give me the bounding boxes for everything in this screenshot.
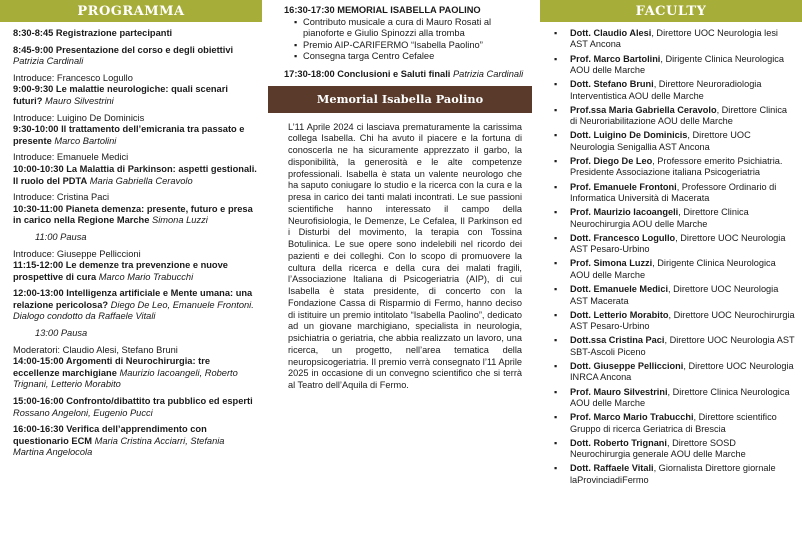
faculty-member bbox=[554, 361, 796, 384]
programma-list bbox=[0, 22, 258, 459]
program-title: 10:30-11:00 Pianeta demenza: presente, futuro e presa in carico nella Regione Marche bbox=[13, 203, 253, 226]
closing-session bbox=[284, 69, 532, 81]
program-introducer: Introduce: Giuseppe Pelliccioni bbox=[13, 248, 141, 259]
memorial-session-item: ▪ Contributo musicale a cura di Mauro Rosati al pianoforte e Giulio Spinozzi alla tromba bbox=[294, 17, 532, 40]
program-speakers: Marco Mario Trabucchi bbox=[98, 271, 194, 282]
faculty-role: , Direttore Clinica Neurologica AOU delle Marche bbox=[570, 386, 790, 408]
program-introducer: Introduce: Cristina Paci bbox=[13, 192, 110, 203]
program-title: 9:30-10:00 Il trattamento dell’emicrania tra passato e presente bbox=[13, 124, 245, 146]
faculty-name: Dott. Claudio Alesi bbox=[570, 28, 652, 38]
memorial-column bbox=[268, 0, 532, 544]
faculty-name: Dott. Francesco Logullo bbox=[570, 232, 676, 243]
faculty-name: Prof. Marco Bartolini bbox=[570, 53, 661, 64]
pause-item: 11:00 Pausa bbox=[35, 231, 87, 242]
pause-item: 13:00 Pausa bbox=[35, 328, 88, 339]
faculty-role: , Direttore UOC Neurologia lesi AST Ancona bbox=[570, 28, 778, 50]
faculty-member bbox=[554, 28, 796, 51]
faculty-name: Prof.ssa Maria Gabriella Ceravolo bbox=[570, 104, 717, 115]
program-introducer: Introduce: Francesco Logullo bbox=[13, 72, 133, 83]
program-title: 8:45-9:00 Presentazione del corso e degli obiettivi bbox=[13, 44, 234, 55]
faculty-role: , Direttore UOC Neurologia AST Pesaro-Urbino bbox=[570, 232, 786, 255]
faculty-role: , Dirigente Clinica Neurologica AOU delle Marche bbox=[570, 53, 784, 76]
faculty-role: , Direttore SOSD Neurochirurgia generale AOU delle Marche bbox=[570, 437, 746, 460]
memorial-banner: Memorial Isabella Paolino bbox=[268, 86, 532, 113]
program-item bbox=[13, 424, 258, 459]
faculty-role: , Direttore Neuroradiologia Interventistica AOU delle Marche bbox=[570, 79, 762, 101]
faculty-banner: FACULTY bbox=[540, 0, 802, 22]
faculty-member bbox=[554, 310, 796, 333]
memorial-session-title: 16:30-17:30 MEMORIAL ISABELLA PAOLINO bbox=[284, 5, 481, 15]
program-speakers: Marco Bartolini bbox=[54, 135, 117, 146]
faculty-name: Prof. Maurizio Iacoangeli bbox=[570, 207, 679, 218]
faculty-name: Prof. Simona Luzzi bbox=[570, 258, 653, 269]
faculty-member bbox=[554, 335, 796, 358]
programma-banner: PROGRAMMA bbox=[0, 0, 262, 22]
faculty-name: Dott. Giuseppe Pelliccioni bbox=[570, 360, 684, 371]
faculty-member bbox=[554, 233, 796, 256]
faculty-name: Dott. Luigino De Dominicis bbox=[570, 130, 688, 141]
faculty-member bbox=[554, 284, 796, 307]
program-speakers: Simona Luzzi bbox=[152, 215, 208, 226]
program-title: 15:00-16:00 Confronto/dibattito tra pubblico ed esperti bbox=[13, 396, 253, 407]
faculty-member bbox=[554, 182, 796, 205]
faculty-member bbox=[554, 412, 796, 435]
faculty-name: Prof. Emanuele Frontoni bbox=[570, 181, 677, 192]
program-title: 12:00-13:00 Intelligenza artificiale e Mente umana: una relazione pericolosa? bbox=[13, 288, 253, 310]
faculty-name: Dott. Stefano Bruni bbox=[570, 79, 654, 90]
program-introducer: Moderatori: Claudio Alesi, Stefano Bruni bbox=[13, 344, 178, 355]
faculty-name: Dott. Letterio Morabito bbox=[570, 309, 669, 320]
program-item bbox=[13, 45, 258, 68]
faculty-role: , Direttore UOC Neurologia AST SBT-Ascoli Piceno bbox=[570, 335, 795, 357]
memorial-session-item: ▪ Consegna targa Centro Cefalee bbox=[294, 51, 532, 63]
program-item bbox=[13, 113, 258, 148]
program-title: 16:00-16:30 Verifica dell’apprendimento con questionario ECM bbox=[13, 424, 207, 446]
faculty-name: Prof. Marco Mario Trabucchi bbox=[570, 412, 694, 423]
faculty-name: Prof. Diego De Leo bbox=[570, 156, 653, 167]
program-item bbox=[13, 28, 258, 40]
faculty-role: , Direttore UOC Neurologia INRCA Ancona bbox=[570, 360, 794, 383]
program-item bbox=[13, 249, 258, 284]
faculty-list bbox=[554, 28, 796, 486]
faculty-member bbox=[554, 156, 796, 179]
program-title: 10:00-10:30 La Malattia di Parkinson: aspetti gestionali. Il ruolo del PDTA bbox=[13, 163, 257, 186]
program-speakers: Patrizia Cardinali bbox=[13, 56, 84, 67]
program-item bbox=[13, 152, 258, 187]
faculty-name: Prof. Mauro Silvestrini bbox=[570, 386, 668, 397]
faculty-role: , Direttore scientifico Gruppo di ricerca Geriatrica di Brescia bbox=[570, 412, 777, 434]
program-speakers: Diego De Leo, Emanuele Frontoni. Dialogo condotto da Raffaele Vitali bbox=[13, 299, 254, 322]
program-title: 8:30-8:45 Registrazione partecipanti bbox=[13, 28, 173, 38]
memorial-session-item: ▪ Premio AIP-CARIFERMO “Isabella Paolino” bbox=[294, 40, 532, 52]
program-item bbox=[13, 396, 258, 419]
faculty-name: Dott. Raffaele Vitali bbox=[570, 463, 654, 474]
faculty-member bbox=[554, 79, 796, 102]
program-item bbox=[13, 192, 258, 227]
faculty-role: , Giornalista Direttore giornale laProvinciadiFermo bbox=[570, 463, 776, 485]
faculty-member bbox=[554, 438, 796, 461]
program-speakers: Maurizio Iacoangeli, Roberto Trignani, Letterio Morabito bbox=[13, 367, 238, 390]
program-speakers: Rossano Angeloni, Eugenio Pucci bbox=[13, 407, 153, 418]
faculty-role: , Direttore UOC Neurologia AST Macerata bbox=[570, 284, 779, 306]
faculty-role: , Direttore Clinica Neurochirurgia AOU delle Marche bbox=[570, 207, 749, 229]
program-speakers: Maria Gabriella Ceravolo bbox=[89, 175, 193, 186]
faculty-member bbox=[554, 463, 796, 486]
program-item bbox=[13, 288, 258, 323]
program-item bbox=[13, 345, 258, 391]
program-title: 11:15-12:00 Le demenze tra prevenzione e nuove prospettive di cura bbox=[13, 260, 228, 282]
faculty-name: Dott. Emanuele Medici bbox=[570, 284, 669, 295]
faculty-member bbox=[554, 258, 796, 281]
program-item bbox=[13, 73, 258, 108]
program-speakers: Mauro Silvestrini bbox=[45, 95, 114, 106]
faculty-member bbox=[554, 54, 796, 77]
faculty-role: , Dirigente Clinica Neurologica AOU delle Marche bbox=[570, 258, 776, 280]
faculty-role: , Direttore UOC Neurochirurgia AST Pesaro-Urbino bbox=[570, 309, 795, 332]
faculty-member bbox=[554, 207, 796, 230]
program-title: 14:00-15:00 Argomenti di Neurochirurgia: tre eccellenze marchigiane bbox=[13, 356, 211, 378]
faculty-role: , Professore Ordinario di Informatica Università di Macerata bbox=[570, 181, 777, 204]
program-title: 9:00-9:30 Le malattie neurologiche: quali scenari futuri? bbox=[13, 84, 228, 106]
faculty-member bbox=[554, 387, 796, 410]
faculty-member bbox=[554, 105, 796, 128]
faculty-role: , Professore emerito Psichiatria. Presidente Associazione italiana Psicogeriatria bbox=[570, 156, 783, 178]
faculty-name: Dott.ssa Cristina Paci bbox=[570, 335, 665, 346]
closing-speakers: Patrizia Cardinali bbox=[452, 68, 524, 79]
closing-title: 17:30-18:00 Conclusioni e Saluti finali bbox=[284, 68, 451, 79]
faculty-name: Dott. Roberto Trignani bbox=[570, 437, 667, 448]
memorial-text: L’11 Aprile 2024 ci lasciava prematuramente la carissima collega Isabella. Chi ha avuto il piacere e la fortuna di conoscerla ne ha sicuramente apprezzato il garbo, la disponibilità, la generosità e le alte competenze professionali. Isabella è stata un valente neurologo che ha saputo coniugare lo studio e la ricerca con la cura e la presa in carico dei tanti malati incontrati. Le sue passioni scientifiche hanno interessato il campo della Neurofisiologia, le Demenze, Le Cefalea, Il Parkinson ed i Disturbi del movimento, la terapia con Tossina Botulinica. Le sue opere sono indelebili nel ricordo dei pazienti e dei colleghi. Con lo scopo di promuovere la cultura della ricerca e della cura dei malati fragili, l’Associazione Italiana di Psicogeriatria (AIP), di cui Isabella è stata presidente, di concerto con la Fondazione Cassa di Risparmio di Fermo, hanno deciso di istituire un premio intitolato “Isabella Paolino”, dedicato ad un giovane marchigiano, specialista in neurologia, psichiatria o geriatria, che abbia realizzato un lavoro, una ricerca, un progetto, nell’area tematica della neuropsicogeriatria. Il premio verrà consegnato l’11 Aprile 2025 in occasione di un convegno scientifico che si terrà al Teatro dell’Aquila di Fermo. bbox=[288, 121, 522, 391]
faculty-role: , Direttore Clinica di Neuroriabilitazione AOU delle Marche bbox=[570, 104, 788, 127]
memorial-session-list bbox=[284, 17, 532, 63]
programma-column bbox=[0, 0, 262, 544]
program-introducer: Introduce: Luigino De Dominicis bbox=[13, 112, 145, 123]
faculty-column bbox=[540, 0, 802, 544]
faculty-member bbox=[554, 130, 796, 153]
program-speakers: Maria Cristina Acciarri, Stefania Martina Angelocola bbox=[13, 435, 225, 458]
program-introducer: Introduce: Emanuele Medici bbox=[13, 152, 129, 163]
faculty-role: , Direttore UOC Neurologia Senigallia AST Ancona bbox=[570, 130, 751, 152]
